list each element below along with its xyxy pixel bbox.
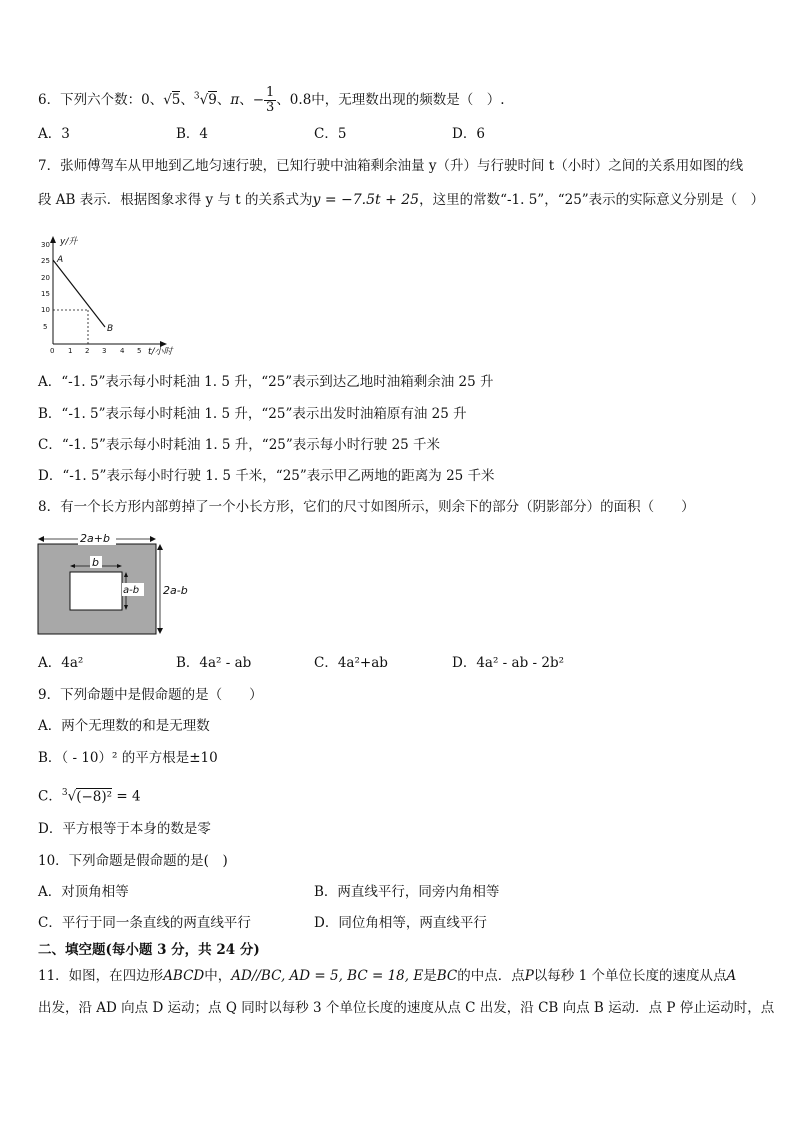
q9-option-b: B．（ - 10）² 的平方根是±10 (38, 750, 218, 766)
q10-option-c: C．平行于同一条直线的两直线平行 (38, 915, 251, 931)
q7-option-a: A．“-1. 5”表示每小时耗油 1. 5 升，“25”表示到达乙地时油箱剩余油 25 升 (38, 374, 494, 390)
q6-fraction (264, 86, 276, 115)
q10-option-d: D．同位角相等，两直线平行 (314, 915, 487, 931)
q8-option-b: B．4a² - ab (176, 655, 252, 671)
y-tick: 15 (41, 290, 50, 298)
y-tick: 30 (41, 241, 50, 249)
y-axis-label: y/升 (60, 237, 78, 247)
q9-cbrt-index: 3 (61, 788, 68, 798)
q7-option-b: B．“-1. 5”表示每小时耗油 1. 5 升，“25”表示出发时油箱原有油 25 升 (38, 406, 467, 422)
q6-text-b: 中，无理数出现的频数是（ ）. (311, 92, 505, 108)
top-arrow-left (38, 536, 44, 542)
q8-option-c: C．4a²+ab (314, 655, 388, 671)
top-arrow-right (150, 536, 156, 542)
point-b-label: B (107, 324, 114, 334)
q11-p: P (524, 968, 534, 984)
q6-sep1: 、 (180, 92, 194, 108)
segment-ab (53, 260, 105, 327)
q6-option-b: B．4 (176, 126, 209, 142)
q6-text-a: 6．下列六个数：0、 (38, 92, 164, 108)
section-2-title: 二、填空题(每小题 3 分，共 24 分) (38, 942, 260, 958)
q6-repeating-digit: 8 (302, 92, 312, 108)
q6-sep4: 、0. (276, 92, 303, 108)
x-axis-label: t/小时 (148, 347, 173, 357)
q9-option-c-label: C． (38, 788, 62, 805)
y-tick: 5 (43, 323, 48, 331)
x-tick: 0 (50, 347, 55, 355)
q6-frac-num: 1 (266, 85, 275, 100)
q7-line2-a: 段 AB 表示．根据图象求得 y 与 t 的关系式为 (38, 192, 313, 208)
y-tick: 10 (41, 306, 50, 314)
x-tick: 1 (68, 347, 73, 355)
q7-graph (38, 232, 198, 357)
q11-line1 (38, 966, 736, 986)
q8-text: 8．有一个长方形内部剪掉了一个小长方形，它们的尺寸如图所示，则余下的部分（阴影部分）的面积（ ） (38, 499, 695, 515)
q6-cbrt9: 9 (208, 92, 217, 108)
point-a-label: A (57, 255, 64, 265)
x-tick: 5 (137, 347, 142, 355)
q11-line1-d: 的中点．点 (457, 968, 525, 984)
q6-sep3: 、− (239, 92, 265, 108)
q7-line2 (38, 190, 764, 210)
q9-text: 9．下列命题中是假命题的是（ ） (38, 687, 263, 703)
q11-abcd: ABCD (163, 968, 205, 984)
inner-height-label: a-b (123, 585, 140, 596)
q8-option-a: A．4a² (38, 655, 84, 671)
q6-option-a: A．3 (38, 126, 70, 142)
y-tick: 25 (41, 257, 50, 265)
q10-text: 10．下列命题是假命题的是( ) (38, 853, 228, 869)
q11-line1-b: 中， (204, 968, 232, 984)
q9-option-d: D．平方根等于本身的数是零 (38, 821, 211, 837)
x-tick: 2 (85, 347, 90, 355)
y-tick: 20 (41, 274, 50, 282)
q8-option-d: D．4a² - ab - 2b² (452, 655, 564, 671)
q8-figure (36, 530, 191, 642)
q6-pi: π (230, 92, 240, 108)
cbrt-symbol: √ (199, 92, 209, 108)
q9-result: = 4 (112, 788, 141, 805)
outer-width-label: 2a+b (80, 532, 110, 545)
q9-option-c (38, 783, 141, 807)
y-axis-arrow (50, 236, 56, 243)
q7-option-d: D．“-1. 5”表示每小时行驶 1. 5 千米，“25”表示甲乙两地的距离为 25 千米 (38, 468, 495, 484)
q11-line1-c: 是 (423, 968, 437, 984)
inner-rectangle (70, 572, 122, 610)
question-6 (38, 86, 505, 115)
q11-line1-a: 11．如图，在四边形 (38, 968, 164, 984)
q6-cbrt-index: 3 (193, 91, 200, 102)
q6-sep2: 、 (216, 92, 231, 108)
q7-line1: 7．张师傅驾车从甲地到乙地匀速行驶，已知行驶中油箱剩余油量 y（升）与行驶时间 t（小时）之间的关系用如图的线 (38, 158, 744, 174)
q6-sqrt5: 5 (171, 92, 181, 108)
outer-height-label: 2a-b (163, 584, 188, 597)
q11-line1-e: 以每秒 1 个单位长度的速度从点 (533, 968, 727, 984)
right-arrow-bottom (157, 628, 163, 634)
q11-conditions: AD//BC, AD = 5, BC = 18, E (231, 968, 424, 984)
q9-cbrt-symbol: √ (67, 788, 77, 805)
q6-frac-den: 3 (266, 100, 275, 115)
q10-option-a: A．对顶角相等 (38, 884, 129, 900)
q11-a: A (726, 968, 737, 984)
q11-bc: BC (436, 968, 458, 984)
q7-option-c: C．“-1. 5”表示每小时耗油 1. 5 升，“25”表示每小时行驶 25 千米 (38, 437, 441, 453)
q6-option-d: D．6 (452, 126, 485, 142)
q9-option-a: A．两个无理数的和是无理数 (38, 718, 210, 734)
inner-width-label: b (92, 556, 99, 569)
x-tick: 4 (120, 347, 125, 355)
x-tick: 3 (102, 347, 107, 355)
x-ticks (50, 347, 141, 355)
q11-line2: 出发，沿 AD 向点 D 运动；点 Q 同时以每秒 3 个单位长度的速度从点 C 出发，沿 CB 向点 B 运动．点 P 停止运动时，点 (38, 1000, 775, 1016)
y-ticks (41, 241, 50, 331)
q6-option-c: C．5 (314, 126, 347, 142)
sqrt-symbol: √ (163, 92, 172, 108)
q10-option-b: B．两直线平行，同旁内角相等 (314, 884, 500, 900)
q7-formula: y = −7.5t + 25 (312, 192, 420, 208)
q7-line2-b: ，这里的常数“-1. 5”，“25”表示的实际意义分别是（ ） (419, 192, 765, 208)
q9-radicand: (−8)² (76, 788, 113, 805)
right-arrow-top (157, 544, 163, 550)
